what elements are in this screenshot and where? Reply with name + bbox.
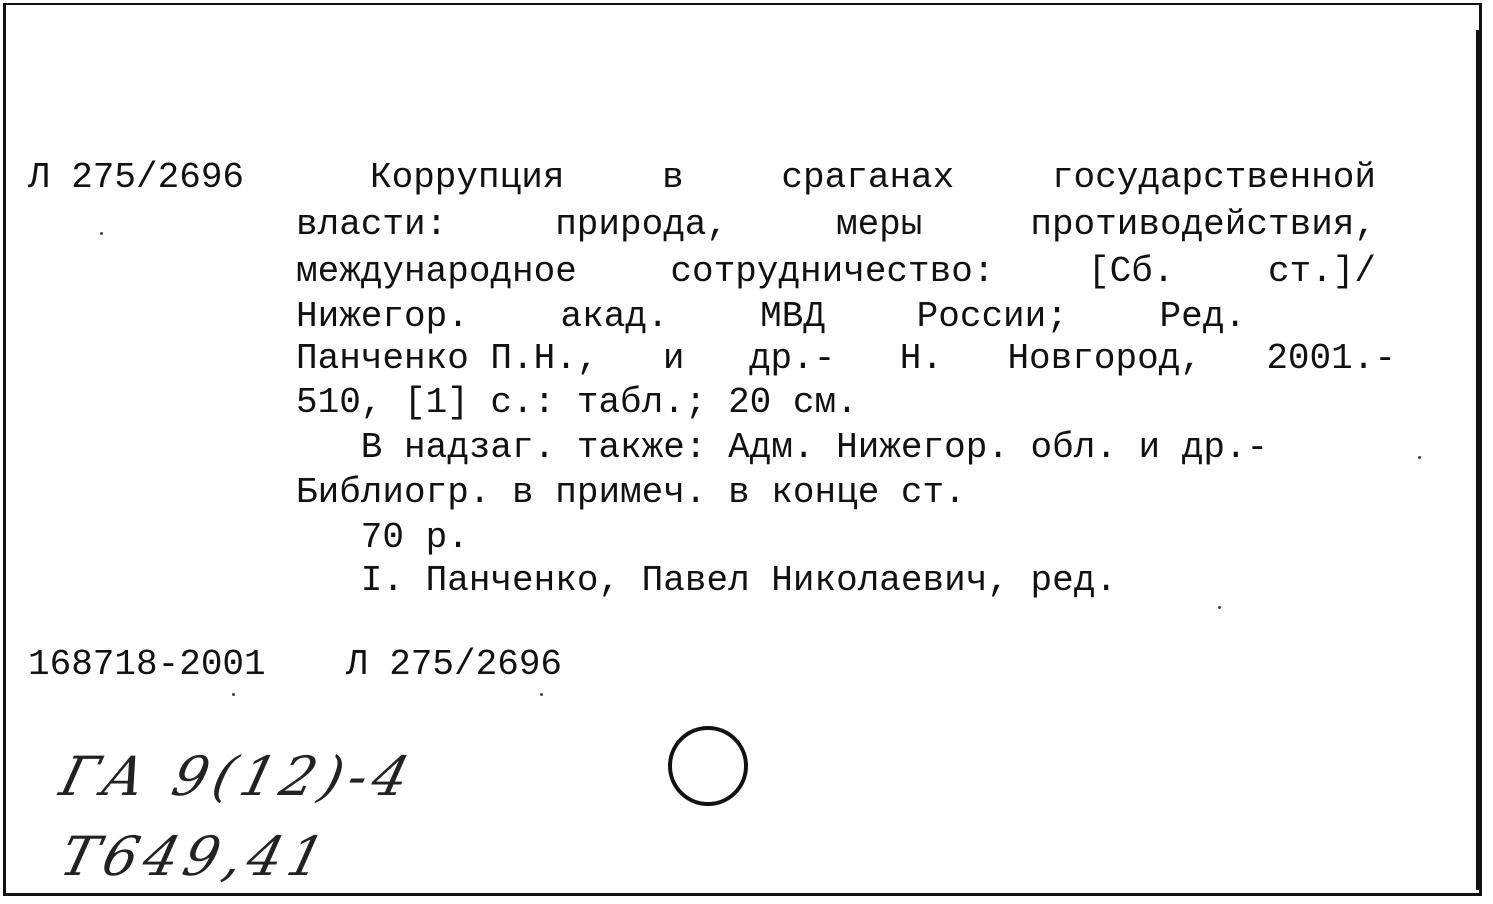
word: Новгород, — [1007, 338, 1202, 379]
word: МВД — [760, 296, 825, 337]
body-line-4 — [296, 294, 1246, 339]
speck — [100, 232, 103, 235]
word: в — [662, 157, 684, 198]
word: России; — [916, 296, 1068, 337]
inventory-number: 168718-2001 — [28, 644, 266, 685]
body-line-5 — [296, 336, 1396, 381]
word: власти: — [296, 204, 448, 245]
word: 2001.- — [1266, 338, 1396, 379]
word: Нижегор. — [296, 296, 469, 337]
word: и — [662, 338, 685, 379]
word: государственной — [1051, 157, 1376, 198]
handwritten-shelfmark-2: Т649,41 — [54, 825, 337, 888]
speck — [1418, 456, 1421, 459]
editor-entry: I. Панченко, Павел Николаевич, ред. — [296, 560, 1117, 601]
call-number: Л 275/2696 — [28, 157, 245, 198]
word: сотрудничество: — [670, 251, 995, 292]
word: ст.]/ — [1267, 251, 1376, 292]
body-line-2 — [296, 202, 1376, 247]
body-line-7: В надзаг. также: Адм. Нижегор. обл. и др.- — [296, 427, 1269, 468]
card-edge — [1476, 30, 1481, 890]
word: Н. — [899, 338, 944, 379]
handwritten-shelfmark-1: ГА 9(12)-4 — [54, 745, 422, 808]
card-punch-hole-icon — [668, 726, 748, 806]
word: др.- — [748, 338, 836, 379]
word: меры — [835, 204, 923, 245]
footer-call-number: Л 275/2696 — [346, 644, 563, 685]
word: акад. — [560, 296, 669, 337]
speck — [232, 693, 235, 696]
word: Панченко П.Н., — [296, 338, 599, 379]
price-line: 70 р. — [296, 517, 469, 558]
body-line-6: 510, [1] с.: табл.; 20 см. — [296, 382, 858, 423]
word: Коррупция — [370, 157, 565, 198]
speck — [540, 693, 543, 696]
word: природа, — [555, 204, 729, 245]
body-line-8: Библиогр. в примеч. в конце ст. — [296, 472, 966, 513]
word: [Сб. — [1087, 251, 1175, 292]
word: сраганах — [781, 157, 955, 198]
word: противодействия, — [1030, 204, 1376, 245]
body-line-3 — [296, 249, 1376, 294]
speck — [1218, 606, 1221, 609]
word: международное — [296, 251, 577, 292]
body-line-1 — [296, 155, 1376, 200]
word: Ред. — [1159, 296, 1246, 337]
